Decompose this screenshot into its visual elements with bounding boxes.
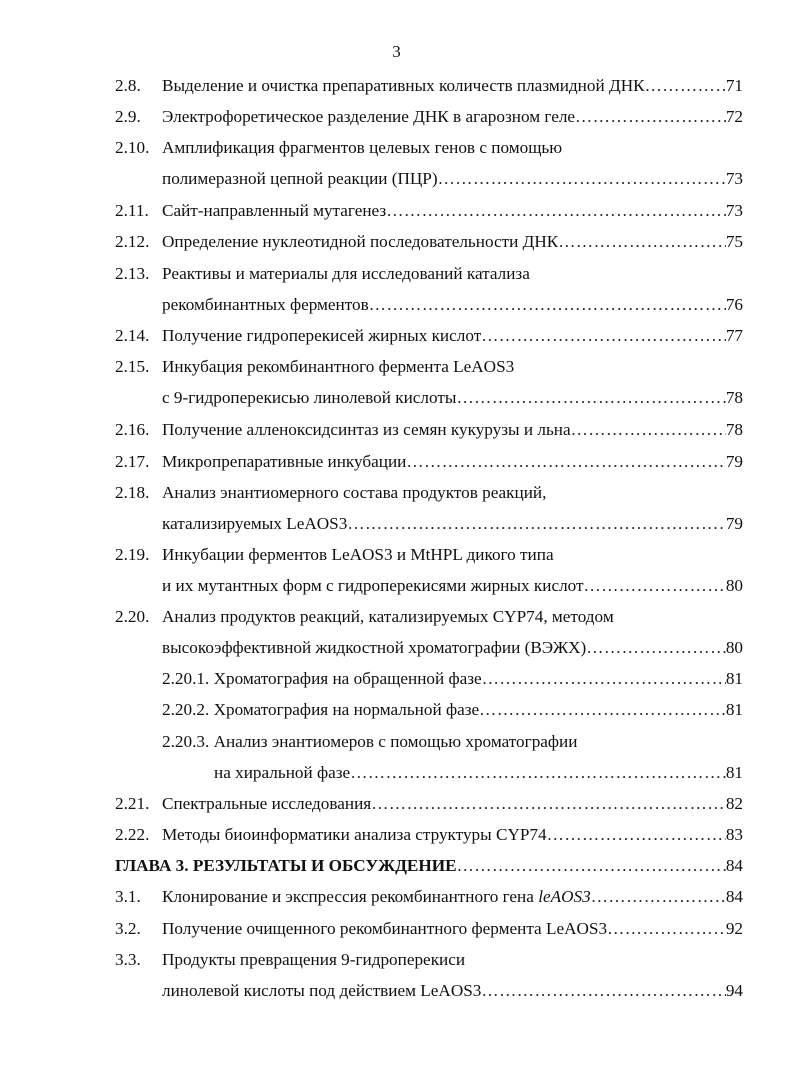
entry-number: 3.3. xyxy=(115,950,141,969)
entry-page: 94 xyxy=(725,981,743,1000)
entry-page: 71 xyxy=(725,76,743,95)
toc-entry-2-20-2 xyxy=(162,698,743,722)
entry-number: 2.9. xyxy=(115,107,141,126)
entry-title: 2.20.1. Хроматография на обращенной фазе xyxy=(162,669,482,688)
toc-entry-2-20-line1 xyxy=(115,605,743,629)
entry-title: Анализ энантиомерного состава продуктов реакций, xyxy=(162,483,547,502)
entry-number: 2.14. xyxy=(115,326,150,345)
entry-title: Получение очищенного рекомбинантного фермента LeAOS3 xyxy=(162,919,608,938)
entry-title-continuation: полимеразной цепной реакции (ПЦР) xyxy=(162,169,438,188)
entry-title: Продукты превращения 9-гидроперекиси xyxy=(162,950,466,969)
entry-number: 3.2. xyxy=(115,919,141,938)
chapter-title: ГЛАВА 3. РЕЗУЛЬТАТЫ И ОБСУЖДЕНИЕ xyxy=(115,856,457,875)
toc-entry-2-20-3-line2 xyxy=(214,761,743,785)
entry-title: Инкубация рекомбинантного фермента LeAOS3 xyxy=(162,357,515,376)
entry-title: Реактивы и материалы для исследований катализа xyxy=(162,264,530,283)
toc-entry-3-3-line1 xyxy=(115,948,743,972)
dot-leader xyxy=(558,230,726,254)
dot-leader xyxy=(457,854,726,878)
toc-entry-2-15-line1 xyxy=(115,355,743,379)
entry-page: 80 xyxy=(725,576,743,595)
toc-entry-2-9 xyxy=(115,105,743,129)
entry-title: Электрофоретическое разделение ДНК в агарозном геле xyxy=(162,107,576,126)
entry-page: 79 xyxy=(725,514,743,533)
dot-leader xyxy=(607,917,726,941)
toc-entry-2-12 xyxy=(115,230,743,254)
entry-title-continuation: и их мутантных форм с гидроперекисями жирных кислот xyxy=(162,576,584,595)
entry-title: Анализ продуктов реакций, катализируемых CYP74, методом xyxy=(162,607,614,626)
dot-leader xyxy=(456,386,725,410)
dot-leader xyxy=(371,792,726,816)
toc-entry-2-19-line2 xyxy=(162,574,743,598)
toc-entry-2-20-3-line1 xyxy=(162,730,743,754)
toc-chapter-3 xyxy=(115,854,743,878)
toc-entry-3-2 xyxy=(115,917,743,941)
dot-leader xyxy=(591,885,726,909)
toc-entry-2-22 xyxy=(115,823,743,847)
toc-entry-2-16 xyxy=(115,418,743,442)
entry-page: 72 xyxy=(725,107,743,126)
entry-title: 2.20.2. Хроматография на нормальной фазе xyxy=(162,700,480,719)
entry-page: 81 xyxy=(725,669,743,688)
entry-page: 73 xyxy=(725,169,743,188)
entry-number: 2.15. xyxy=(115,357,150,376)
entry-number: 2.10. xyxy=(115,138,150,157)
entry-title: 2.20.3. Анализ энантиомеров с помощью хроматографии xyxy=(162,732,578,751)
dot-leader xyxy=(481,979,725,1003)
toc-entry-2-11 xyxy=(115,199,743,223)
dot-leader xyxy=(575,105,726,129)
toc-entry-2-8 xyxy=(115,74,743,98)
entry-page: 79 xyxy=(725,452,743,471)
dot-leader xyxy=(584,574,726,598)
entry-page: 82 xyxy=(725,794,743,813)
entry-title: Получение гидроперекисей жирных кислот xyxy=(162,326,482,345)
toc-entry-3-1 xyxy=(115,885,743,909)
entry-page: 78 xyxy=(725,388,743,407)
toc-entry-2-10-line1 xyxy=(115,136,743,160)
toc-entry-2-15-line2 xyxy=(162,386,743,410)
entry-page: 73 xyxy=(725,201,743,220)
entry-page: 92 xyxy=(725,919,743,938)
entry-title: Спектральные исследования xyxy=(162,794,372,813)
entry-page: 75 xyxy=(725,232,743,251)
entry-page: 81 xyxy=(725,763,743,782)
entry-number: 3.1. xyxy=(115,887,141,906)
entry-title-continuation: на хиральной фазе xyxy=(214,763,351,782)
entry-title: Амплификация фрагментов целевых генов с помощью xyxy=(162,138,563,157)
toc-entry-2-20-line2 xyxy=(162,636,743,660)
entry-page: 81 xyxy=(725,700,743,719)
dot-leader xyxy=(586,636,726,660)
entry-title: Выделение и очистка препаративных количеств плазмидной ДНК xyxy=(162,76,645,95)
entry-title: Получение алленоксидсинтаз из семян кукурузы и льна xyxy=(162,420,571,439)
entry-page: 84 xyxy=(725,856,743,875)
toc-entry-2-18-line2 xyxy=(162,512,743,536)
entry-number: 2.13. xyxy=(115,264,150,283)
entry-number: 2.11. xyxy=(115,201,149,220)
dot-leader xyxy=(369,293,726,317)
dot-leader xyxy=(481,324,726,348)
dot-leader xyxy=(645,74,726,98)
toc-entry-2-18-line1 xyxy=(115,481,743,505)
toc-entry-2-13-line2 xyxy=(162,293,743,317)
entry-number: 2.12. xyxy=(115,232,150,251)
entry-title: Инкубации ферментов LeAOS3 и MtHPL дикого типа xyxy=(162,545,554,564)
dot-leader xyxy=(479,698,726,722)
entry-number: 2.20. xyxy=(115,607,150,626)
page-number: 3 xyxy=(392,42,401,61)
dot-leader xyxy=(350,761,726,785)
entry-number: 2.21. xyxy=(115,794,150,813)
entry-title-continuation: с 9-гидроперекисью линолевой кислоты xyxy=(162,388,457,407)
toc-entry-3-3-line2 xyxy=(162,979,743,1003)
dot-leader xyxy=(406,450,725,474)
dot-leader xyxy=(482,667,726,691)
entry-page: 77 xyxy=(725,326,743,345)
dot-leader xyxy=(571,418,726,442)
entry-number: 2.17. xyxy=(115,452,150,471)
toc-entry-2-14 xyxy=(115,324,743,348)
entry-number: 2.19. xyxy=(115,545,150,564)
entry-number: 2.22. xyxy=(115,825,150,844)
entry-number: 2.16. xyxy=(115,420,150,439)
toc-entry-2-10-line2 xyxy=(162,167,743,191)
entry-title-continuation: рекомбинантных ферментов xyxy=(162,295,369,314)
toc-entry-2-19-line1 xyxy=(115,543,743,567)
entry-title: Микропрепаративные инкубации xyxy=(162,452,407,471)
toc-entry-2-21 xyxy=(115,792,743,816)
entry-title: Клонирование и экспрессия рекомбинантного гена xyxy=(162,887,539,906)
entry-page: 76 xyxy=(725,295,743,314)
entry-title-continuation: высокоэффективной жидкостной хроматографии (ВЭЖХ) xyxy=(162,638,587,657)
entry-number: 2.8. xyxy=(115,76,141,95)
entry-page: 84 xyxy=(725,887,743,906)
toc-entry-2-17 xyxy=(115,450,743,474)
toc-entry-2-20-1 xyxy=(162,667,743,691)
entry-title-continuation: линолевой кислоты под действием LeAOS3 xyxy=(162,981,482,1000)
dot-leader xyxy=(347,512,725,536)
gene-name: leAOS3 xyxy=(538,887,591,906)
entry-title-continuation: катализируемых LeAOS3 xyxy=(162,514,348,533)
toc-entry-2-13-line1 xyxy=(115,262,743,286)
dot-leader xyxy=(438,167,726,191)
dot-leader xyxy=(386,199,726,223)
entry-page: 80 xyxy=(725,638,743,657)
entry-title: Методы биоинформатики анализа структуры CYP74 xyxy=(162,825,547,844)
entry-title: Сайт-направленный мутагенез xyxy=(162,201,387,220)
entry-page: 78 xyxy=(725,420,743,439)
entry-title: Определение нуклеотидной последовательности ДНК xyxy=(162,232,559,251)
dot-leader xyxy=(547,823,726,847)
entry-number: 2.18. xyxy=(115,483,150,502)
entry-page: 83 xyxy=(725,825,743,844)
